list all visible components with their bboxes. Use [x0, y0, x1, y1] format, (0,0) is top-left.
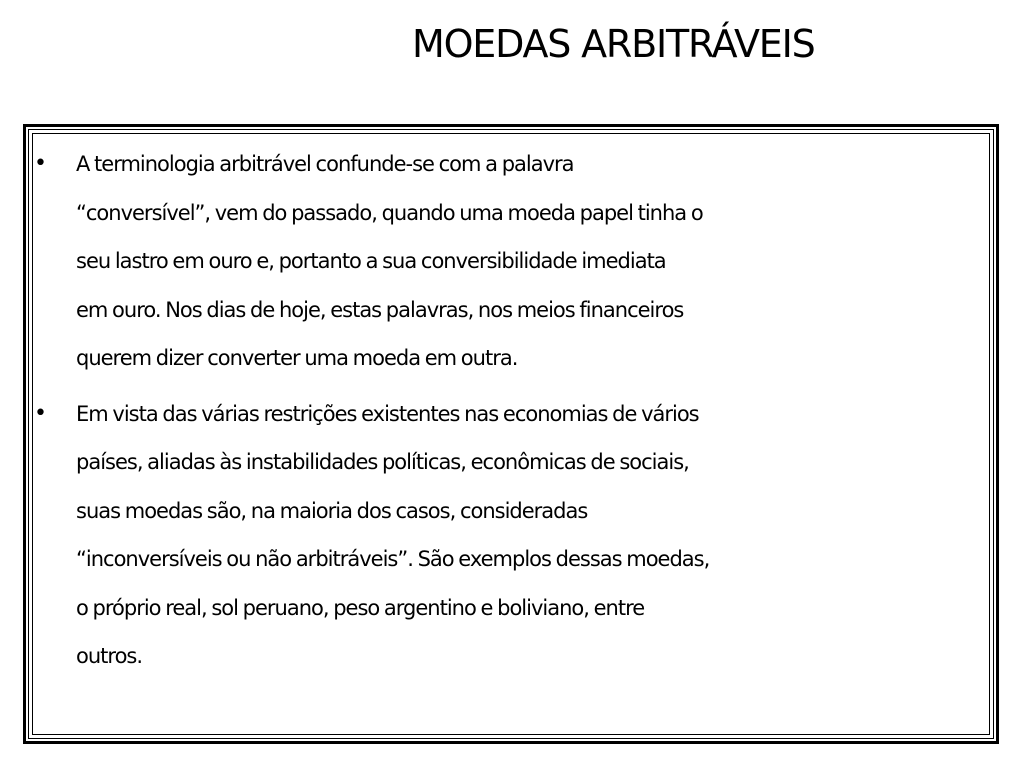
bullet-list	[28, 140, 990, 688]
bullet-1-line-3: seu lastro em ouro e, portanto a sua conversibilidade imediata	[76, 249, 666, 273]
slide-title: MOEDAS ARBITRÁVEIS	[412, 22, 815, 66]
bullet-2-line-4: “inconversíveis ou não arbitráveis”. São exemplos dessas moedas,	[76, 547, 710, 571]
bullet-2-line-5: o próprio real, sol peruano, peso argentino e boliviano, entre	[76, 595, 645, 620]
bullet-2-line-1: Em vista das várias restrições existentes nas economias de vários	[76, 401, 699, 426]
bullet-item-2	[28, 390, 990, 681]
bullet-dot-icon: •	[34, 400, 47, 426]
bullet-1-line-4: em ouro. Nos dias de hoje, estas palavras, nos meios financeiros	[76, 297, 684, 322]
bullet-1-line-5: querem dizer converter uma moeda em outra.	[76, 346, 518, 370]
bullet-dot-icon: •	[34, 151, 47, 176]
bullet-2-line-6: outros.	[76, 644, 143, 668]
bullet-2-line-3: suas moedas são, na maioria dos casos, consideradas	[76, 498, 588, 523]
bullet-2-line-2: países, aliadas às instabilidades políticas, econômicas de sociais,	[76, 450, 689, 474]
bullet-1-line-2: “conversível”, vem do passado, quando uma moeda papel tinha o	[76, 200, 703, 225]
bullet-item-1	[28, 140, 990, 383]
bullet-1-line-1: A terminologia arbitrável confunde-se com a palavra	[76, 152, 574, 176]
